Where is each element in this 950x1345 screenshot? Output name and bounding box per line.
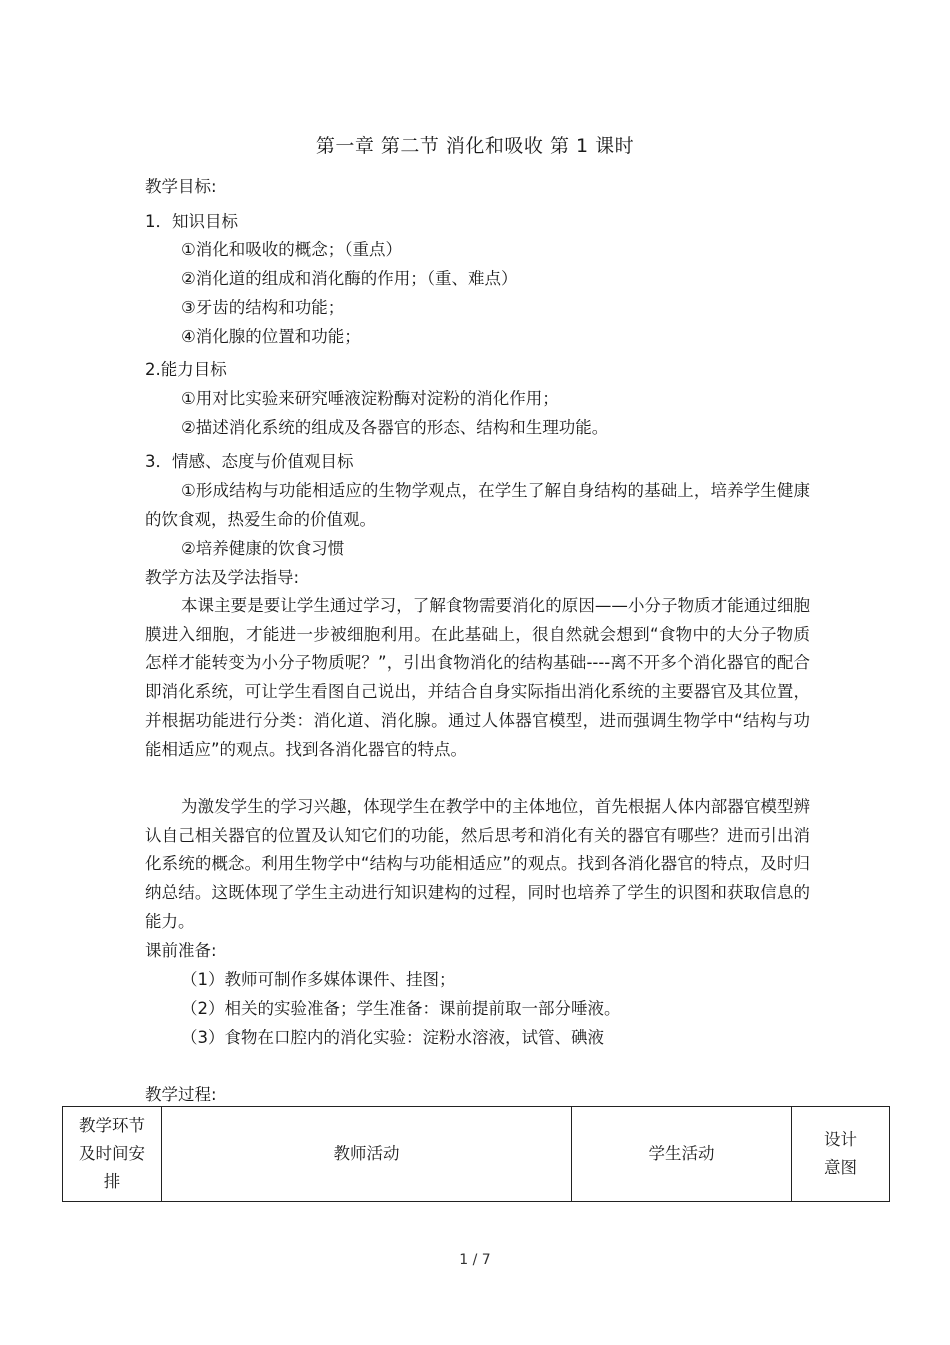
prep-item: （2）相关的实验准备；学生准备：课前提前取一部分唾液。 <box>181 999 621 1018</box>
prep-item: （1）教师可制作多媒体课件、挂图； <box>181 970 456 989</box>
knowledge-item: ④消化腺的位置和功能； <box>181 327 361 346</box>
emotion-heading: 3．情感、态度与价值观目标 <box>145 452 354 471</box>
header-cell-teacher: 教师活动 <box>162 1107 572 1202</box>
methods-paragraph-1: 本课主要是要让学生通过学习，了解食物需要消化的原因——小分子物质才能通过细胞膜进入细胞，才能进一步被细胞利用。在此基础上，很自然就会想到“食物中的大分子物质怎样才能转变为小分子物质呢？”，引出食物消化的结构基础----离不开多个消化器官的配合即消化系统，可让学生看图自己说出，并结合自身实际指出消化系统的主要器官及其位置，并根据功能进行分类：消化道、消化腺。通过人体器官模型，进而强调生物学中“结构与功能相适应”的观点。找到各消化器官的特点。 <box>145 596 810 759</box>
methods-heading: 教学方法及学法指导: <box>145 568 300 587</box>
teaching-process-table <box>62 1106 890 1202</box>
prep-item: （3）食物在口腔内的消化实验：淀粉水溶液，试管、碘液 <box>181 1028 604 1047</box>
prep-heading: 课前准备: <box>145 941 217 960</box>
ability-item: ②描述消化系统的组成及各器官的形态、结构和生理功能。 <box>181 418 609 437</box>
knowledge-heading: 1．知识目标 <box>145 212 238 231</box>
methods-paragraph-2: 为激发学生的学习兴趣，体现学生在教学中的主体地位，首先根据人体内部器官模型辨认自己相关器官的位置及认知它们的功能，然后思考和消化有关的器官有哪些？进而引出消化系统的概念。利用生物学中“结构与功能相适应”的观点。找到各消化器官的特点，及时归纳总结。这既体现了学生主动进行知识建构的过程，同时也培养了学生的识图和获取信息的能力。 <box>145 797 810 931</box>
page-number: 1 / 7 <box>459 1252 491 1268</box>
knowledge-item: ③牙齿的结构和功能； <box>181 298 345 317</box>
header-cell-intent: 设计 意图 <box>792 1107 890 1202</box>
ability-heading: 2.能力目标 <box>145 360 227 379</box>
ability-item: ①用对比实验来研究唾液淀粉酶对淀粉的消化作用； <box>181 389 559 408</box>
header-cell-student: 学生活动 <box>572 1107 792 1202</box>
process-heading: 教学过程: <box>145 1085 217 1104</box>
page-title: 第一章 第二节 消化和吸收 第 1 课时 <box>315 135 635 157</box>
knowledge-item: ②消化道的组成和消化酶的作用；（重、难点） <box>181 269 518 288</box>
header-cell-stage: 教学环节 及时间安 排 <box>63 1107 162 1202</box>
table-header-row <box>63 1107 890 1202</box>
emotion-item-2: ②培养健康的饮食习惯 <box>181 539 345 558</box>
objectives-heading: 教学目标: <box>145 177 217 196</box>
emotion-item-1: ①形成结构与功能相适应的生物学观点，在学生了解自身结构的基础上，培养学生健康的饮食观，热爱生命的价值观。 <box>145 481 810 529</box>
knowledge-item: ①消化和吸收的概念；（重点） <box>181 240 403 259</box>
